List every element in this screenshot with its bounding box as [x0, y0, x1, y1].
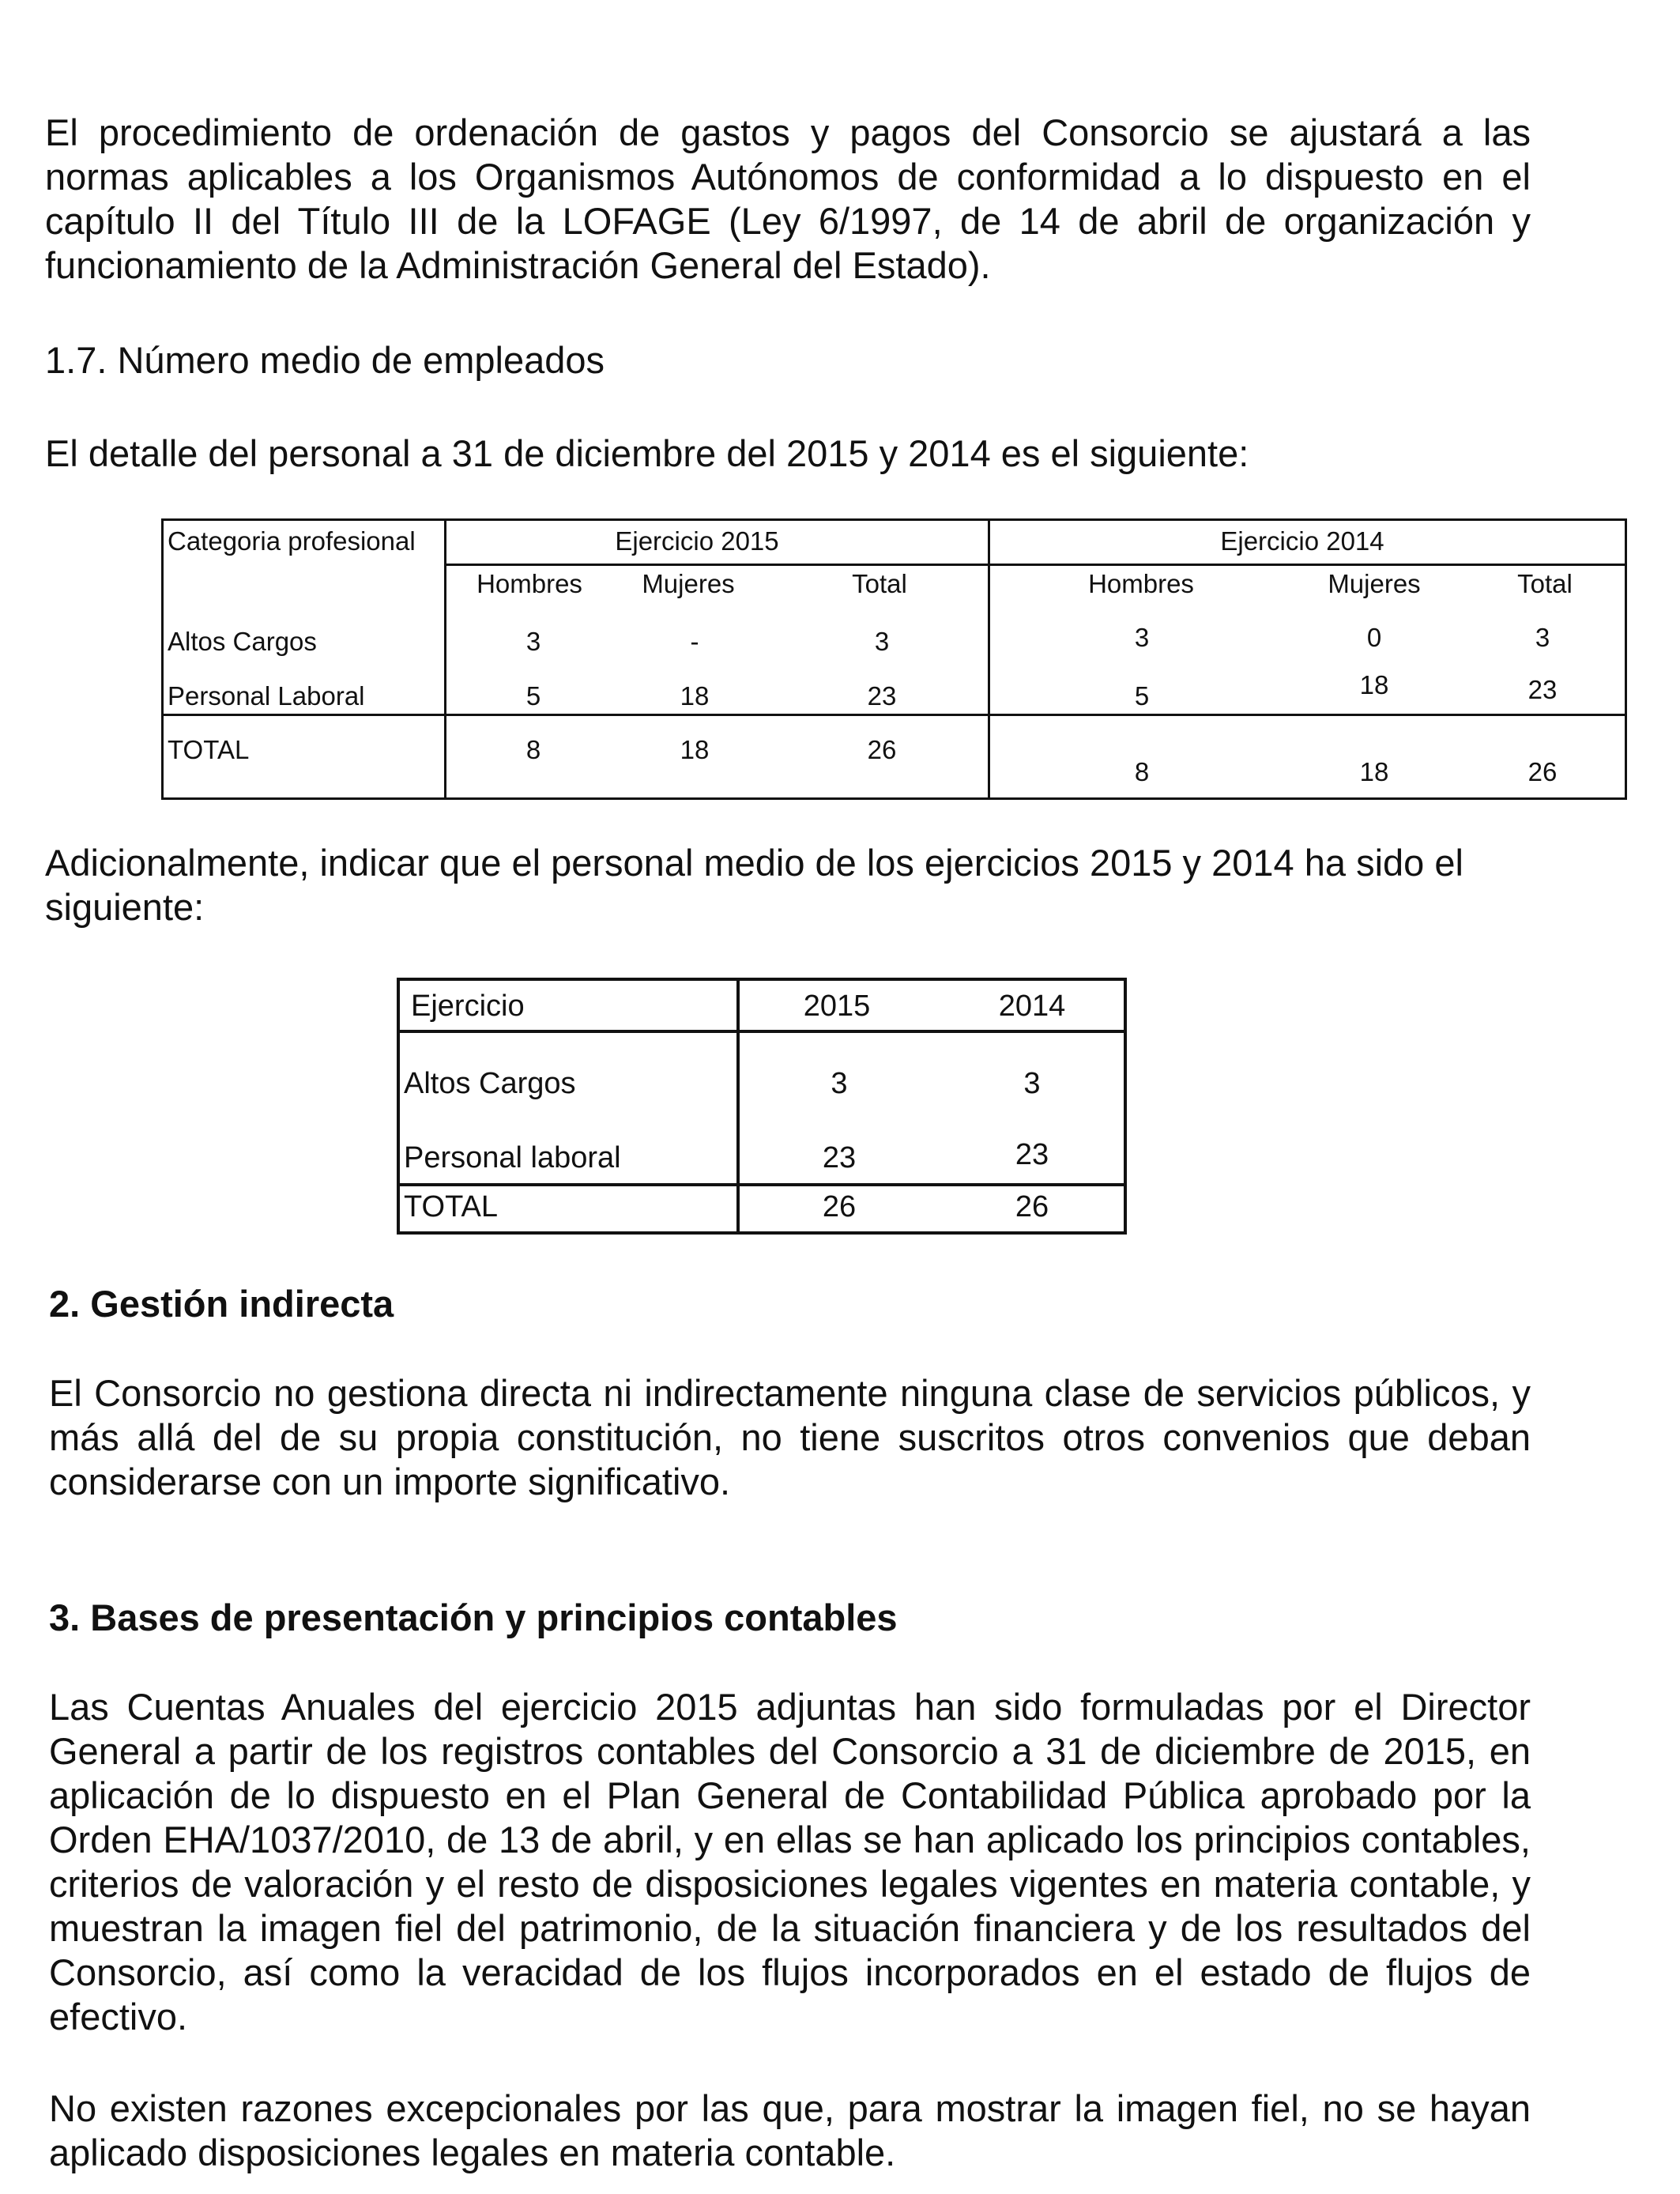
row-label-total: TOTAL: [404, 1190, 498, 1223]
cell-value: 3: [1134, 623, 1150, 652]
row-label-altos-cargos: Altos Cargos: [168, 627, 317, 656]
cell-value: 18: [680, 735, 710, 764]
cell-value: 8: [525, 735, 541, 764]
section-heading-bases-presentacion: 3. Bases de presentación y principios contables: [49, 1596, 898, 1638]
table-divider: [736, 981, 740, 1231]
cell-value: 8: [1134, 757, 1150, 786]
paragraph-detalle-personal: El detalle del personal a 31 de diciembre del 2015 y 2014 es el siguiente:: [45, 432, 1249, 474]
cell-value: 26: [867, 735, 897, 764]
row-label-total: TOTAL: [168, 735, 250, 764]
cell-value: 26: [1015, 1190, 1049, 1223]
subheader-total-2014: Total: [1517, 569, 1573, 598]
category-header: Categoria profesional: [168, 526, 416, 556]
cell-value: 23: [1527, 675, 1558, 704]
header-2015: 2015: [803, 990, 871, 1023]
subheader-hombres-2015: Hombres: [477, 569, 582, 598]
cell-value: 3: [874, 627, 890, 656]
table-divider: [988, 521, 990, 797]
cell-value: 3: [1535, 623, 1550, 652]
table-divider: [400, 1030, 1124, 1033]
personnel-detail-table: [161, 518, 1627, 800]
cell-value: 5: [525, 681, 541, 711]
cell-value: 23: [1015, 1138, 1049, 1171]
cell-value: 18: [1359, 670, 1389, 699]
cell-value: 3: [831, 1067, 848, 1100]
cell-value: 26: [1527, 757, 1558, 786]
row-label-personal-laboral: Personal Laboral: [168, 681, 365, 711]
paragraph-gestion-indirecta: El Consorcio no gestiona directa ni indirectamente ninguna clase de servicios públicos, y más allá del de su propia constitución, no tiene suscritos otros convenios que deban considerarse con un importe significativo.: [49, 1372, 1531, 1502]
cell-value: 18: [1359, 757, 1389, 786]
year-2015-header: Ejercicio 2015: [615, 526, 779, 556]
subheader-mujeres-2014: Mujeres: [1328, 569, 1421, 598]
cell-value: 26: [822, 1190, 857, 1223]
year-2014-header: Ejercicio 2014: [1220, 526, 1384, 556]
subheader-hombres-2014: Hombres: [1088, 569, 1194, 598]
subheader-mujeres-2015: Mujeres: [642, 569, 735, 598]
paragraph-bases-presentacion: Las Cuentas Anuales del ejercicio 2015 adjuntas han sido formuladas por el Director General a partir de los registros contables del Consorcio a 31 de diciembre de 2015, en aplicación de lo dispuesto en el Plan General de Contabilidad Pública aprobado por la Orden EHA/1037/2010, de 13 de abril, y en ellas se han aplicado los principios contables, criterios de valoración y el resto de disposiciones legales vigentes en materia contable, y muestran la imagen fiel del patrimonio, de la situación financiera y de los resultados del Consorcio, así como la veracidad de los flujos incorporados en el estado de flujos de efectivo.: [49, 1686, 1531, 2038]
cell-value: 3: [1023, 1067, 1041, 1100]
table-divider: [164, 714, 1625, 716]
subheader-total-2015: Total: [852, 569, 907, 598]
cell-value: 23: [867, 681, 897, 711]
cell-value: 23: [822, 1141, 857, 1174]
row-label-personal-laboral: Personal laboral: [404, 1141, 621, 1174]
section-heading-gestion-indirecta: 2. Gestión indirecta: [49, 1283, 394, 1325]
paragraph-ordenacion-gastos: El procedimiento de ordenación de gastos y pagos del Consorcio se ajustará a las normas aplicables a los Organismos Autónomos de conformidad a lo dispuesto en el capítulo II del Título III de la LOFAGE (Ley 6/1997, de 14 de abril de organización y funcionamiento de la Administración General del Estado).: [45, 111, 1531, 286]
table-divider: [444, 521, 446, 797]
section-title-numero-empleados: 1.7. Número medio de empleados: [45, 339, 605, 381]
cell-value: 3: [525, 627, 541, 656]
paragraph-razones-excepcionales: No existen razones excepcionales por las que, para mostrar la imagen fiel, no se hayan aplicado disposiciones legales en materia contable.: [49, 2087, 1531, 2173]
header-2014: 2014: [998, 990, 1066, 1023]
table-divider: [444, 564, 1625, 566]
cell-value: 5: [1134, 681, 1150, 711]
table-divider: [400, 1183, 1124, 1186]
cell-value: 18: [680, 681, 710, 711]
paragraph-personal-medio: Adicionalmente, indicar que el personal medio de los ejercicios 2015 y 2014 ha sido el siguiente:: [45, 842, 1463, 928]
row-label-altos-cargos: Altos Cargos: [404, 1067, 576, 1100]
cell-value: -: [690, 627, 699, 656]
header-ejercicio: Ejercicio: [411, 990, 525, 1023]
average-personnel-table: [397, 978, 1127, 1235]
cell-value: 0: [1366, 623, 1382, 652]
